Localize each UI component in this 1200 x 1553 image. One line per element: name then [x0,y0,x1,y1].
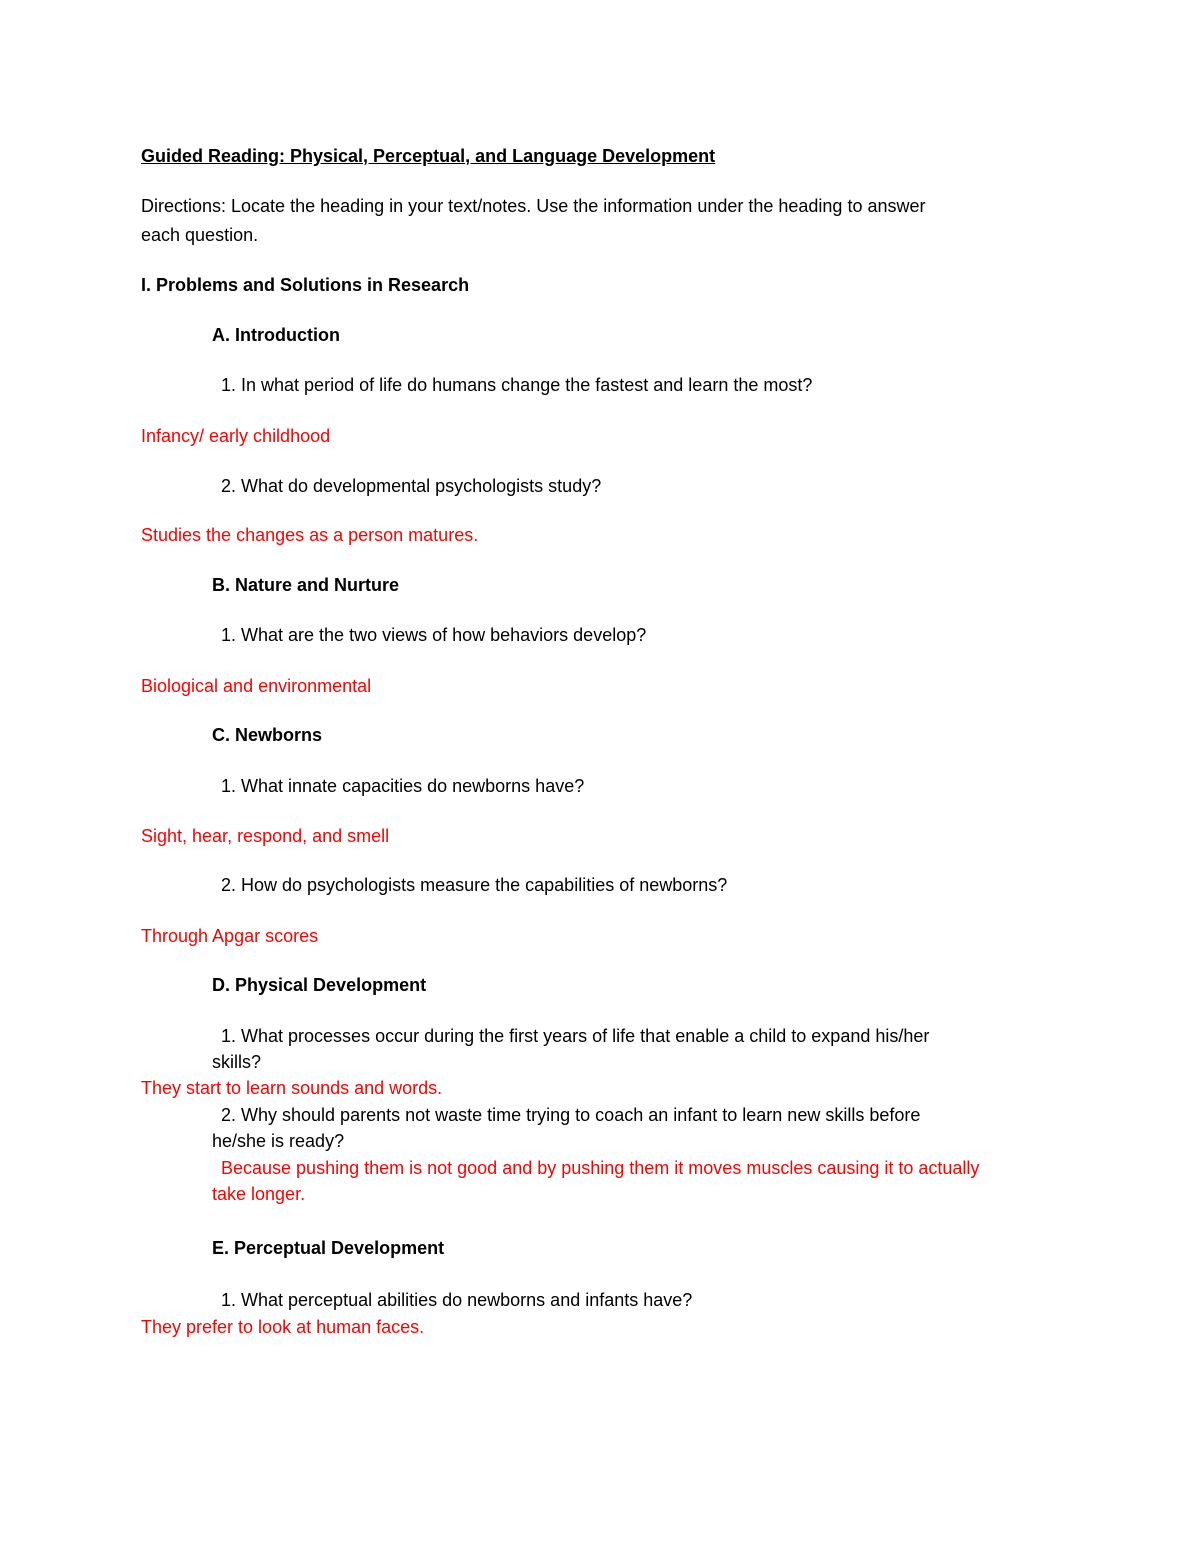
question-A2: 2. What do developmental psychologists study? [221,476,602,496]
question-E1: 1. What perceptual abilities do newborns and infants have? [221,1290,693,1310]
question-D2-line-2: he/she is ready? [212,1131,345,1151]
question-C2: 2. How do psychologists measure the capabilities of newborns? [221,875,728,895]
subheading-C: C. Newborns [212,725,323,745]
answer-E1: They prefer to look at human faces. [141,1317,425,1337]
answer-A1: Infancy/ early childhood [141,426,331,446]
answer-A2: Studies the changes as a person matures. [141,525,479,545]
question-D2-line-1: 2. Why should parents not waste time trying to coach an infant to learn new skills before [221,1105,921,1125]
directions-line-1: Directions: Locate the heading in your text/notes. Use the information under the heading to answer [141,196,926,216]
question-B1: 1. What are the two views of how behaviors develop? [221,625,647,645]
document-title: Guided Reading: Physical, Perceptual, and Language Development [141,146,716,166]
question-D1-line-2: skills? [212,1052,262,1072]
question-C1: 1. What innate capacities do newborns have? [221,776,585,796]
answer-C1: Sight, hear, respond, and smell [141,826,390,846]
directions-line-2: each question. [141,225,259,245]
answer-D2-line-2: take longer. [212,1184,306,1204]
subheading-E: E. Perceptual Development [212,1238,445,1258]
subheading-A: A. Introduction [212,325,340,345]
answer-D1: They start to learn sounds and words. [141,1078,443,1098]
answer-B1: Biological and environmental [141,676,372,696]
answer-D2-line-1: Because pushing them is not good and by pushing them it moves muscles causing it to actually [221,1158,980,1178]
question-D1-line-1: 1. What processes occur during the first years of life that enable a child to expand his/her [221,1026,930,1046]
section-heading-I: I. Problems and Solutions in Research [141,275,470,295]
subheading-D: D. Physical Development [212,975,427,995]
answer-C2: Through Apgar scores [141,926,319,946]
subheading-B: B. Nature and Nurture [212,575,400,595]
question-A1: 1. In what period of life do humans change the fastest and learn the most? [221,375,813,395]
